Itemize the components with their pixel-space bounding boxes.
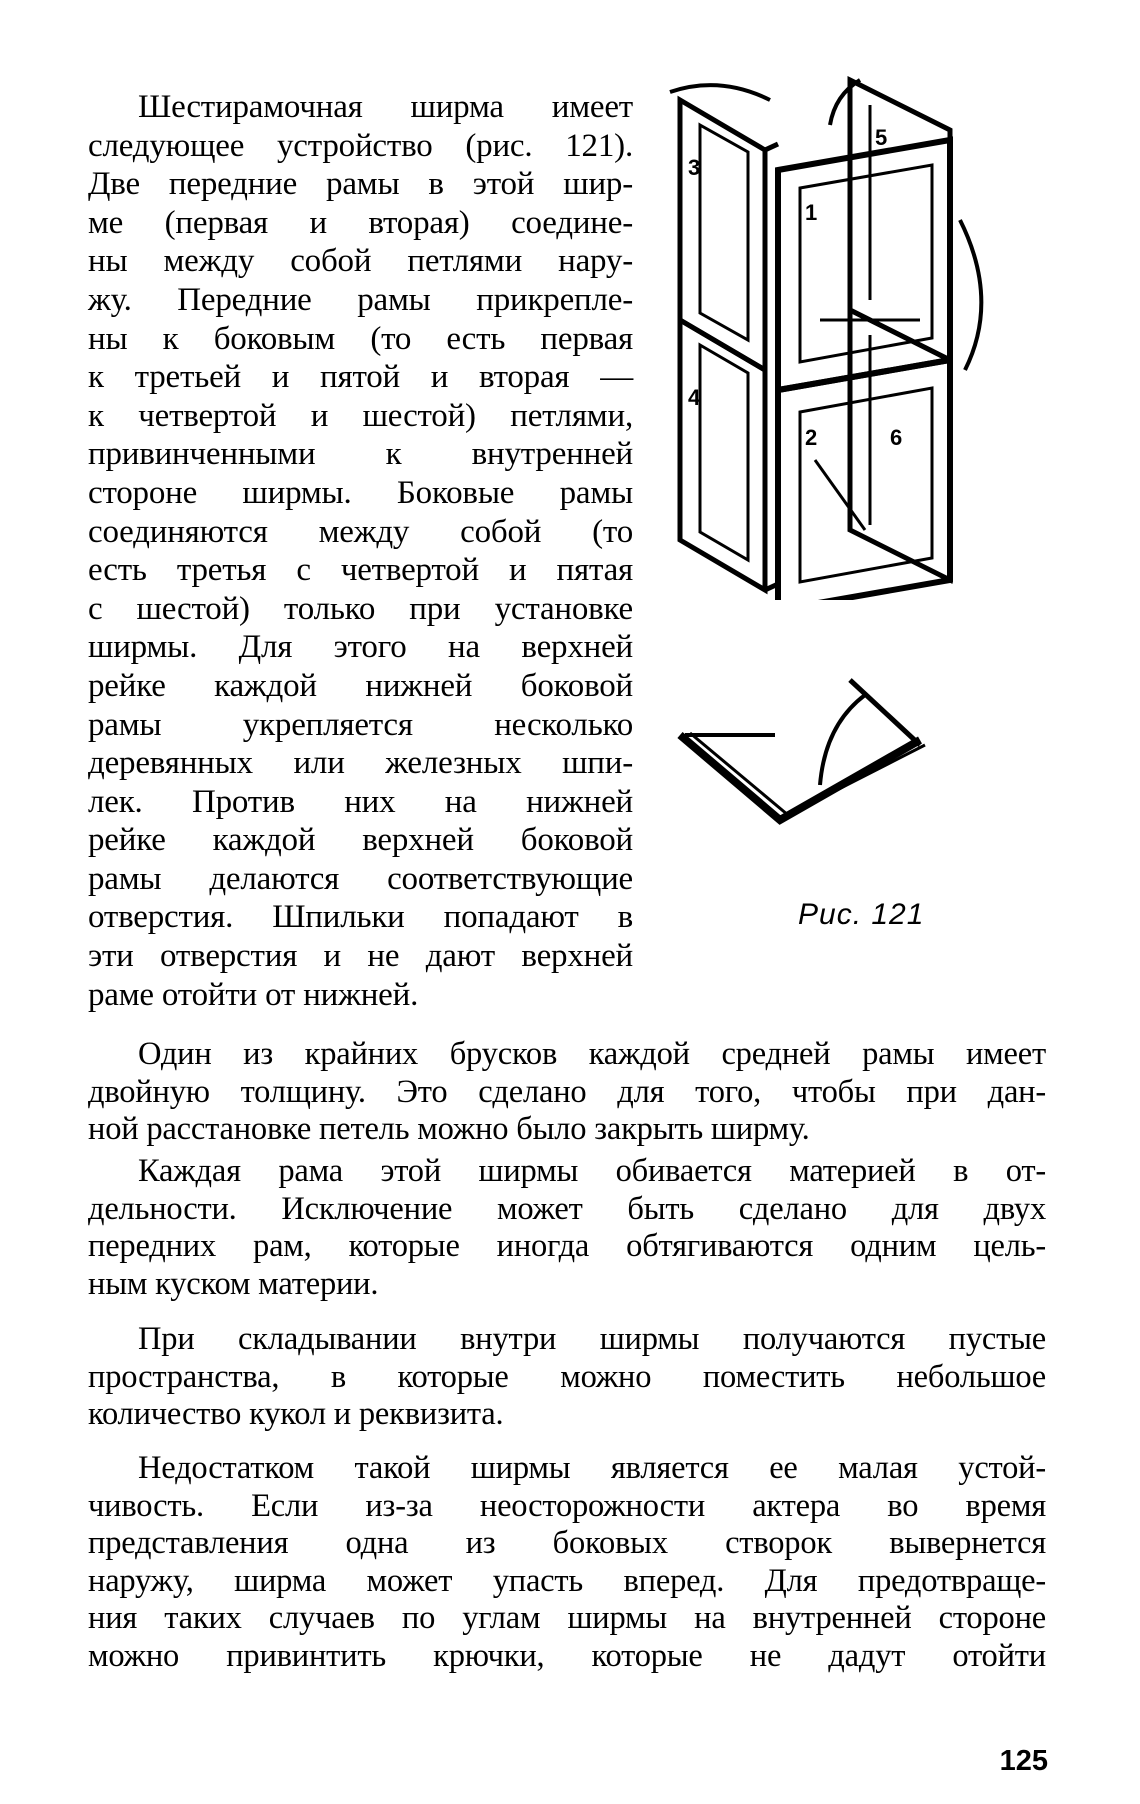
text-line: Шестирамочная ширма имеет	[138, 89, 633, 125]
text-line: ны между собой петлями нару-	[88, 243, 633, 280]
paragraph	[88, 1036, 1046, 1149]
text-line: двойную толщину. Это сделано для того, чтобы при дан-	[88, 1073, 1046, 1110]
frame-4-outer	[680, 320, 765, 590]
text-line: ширмы. Для этого на верхней	[88, 629, 633, 666]
frame-3-inner	[700, 125, 748, 340]
frame-number: 6	[890, 425, 903, 450]
frame-number: 4	[688, 385, 701, 410]
text-line: есть третья с четвертой и пятая	[88, 552, 633, 589]
text-line: Недостатком такой ширмы является ее малая устой-	[138, 1450, 1046, 1486]
rotation-arrow-mid	[830, 80, 860, 125]
text-line: рамы делаются соответствующие	[88, 860, 633, 897]
text-line: Две передние рамы в этой шир-	[88, 166, 633, 203]
text-line: рейке каждой верхней боковой	[88, 822, 633, 859]
intro-paragraph	[88, 88, 633, 1014]
text-line: следующее устройство (рис. 121).	[88, 127, 633, 164]
text-line: чивость. Если из-за неосторожности актера во время	[88, 1487, 1046, 1524]
text-line: количество кукол и реквизита.	[88, 1396, 504, 1432]
text-line: с шестой) только при установке	[88, 590, 633, 627]
text-line: к третьей и пятой и вторая —	[88, 359, 633, 396]
paragraph	[88, 1321, 1046, 1434]
text-line: ны к боковым (то есть первая	[88, 320, 633, 357]
text-line: деревянных или железных шпи-	[88, 745, 633, 782]
rotation-arrow-top	[670, 85, 770, 100]
text-line: Каждая рама этой ширмы обивается материей в от-	[138, 1153, 1046, 1189]
text-line: к четвертой и шестой) петлями,	[88, 397, 633, 434]
screen-diagram-folding	[670, 675, 1000, 850]
text-line: ной расстановке петель можно было закрыть ширму.	[88, 1111, 810, 1147]
text-line: рамы укрепляется несколько	[88, 706, 633, 743]
frame-4-inner	[700, 345, 748, 560]
text-line: Один из крайних брусков каждой средней рамы имеет	[138, 1036, 1046, 1072]
text-line: ным куском материи.	[88, 1265, 379, 1302]
text-line: соединяются между собой (то	[88, 513, 633, 550]
text-line: отверстия. Шпильки попадают в	[88, 899, 633, 936]
text-line: можно привинтить крючки, которые не дадут отойти	[88, 1637, 1046, 1674]
frame-2-outer	[778, 360, 950, 600]
text-line: передних рам, которые иногда обтягиваются одним цель-	[88, 1228, 1046, 1264]
text-line: дельности. Исключение может быть сделано для двух	[88, 1190, 1046, 1227]
screen-diagram-open	[660, 70, 1000, 600]
frame-2-inner	[800, 388, 932, 582]
frame-number: 3	[688, 155, 701, 180]
text-line: жу. Передние рамы прикрепле-	[88, 281, 633, 318]
text-line: раме отойти от нижней.	[88, 976, 419, 1013]
text-line: рейке каждой нижней боковой	[88, 667, 633, 704]
text-line: представления одна из боковых створок вывернется	[88, 1525, 1046, 1561]
frame-number: 2	[805, 425, 818, 450]
text-line: ния таких случаев по углам ширмы на внутренней стороне	[88, 1600, 1046, 1636]
paragraph	[88, 1153, 1046, 1303]
text-line: пространства, в которые можно поместить небольшое	[88, 1358, 1046, 1395]
frame-number: 1	[805, 200, 818, 225]
text-line: эти отверстия и не дают верхней	[88, 938, 633, 975]
text-line: ме (первая и вторая) соедине-	[88, 204, 633, 241]
paragraph	[88, 1450, 1046, 1675]
frame-1-inner	[800, 165, 932, 362]
text-line: лек. Против них на нижней	[88, 783, 633, 820]
frame-number: 5	[875, 125, 888, 150]
text-line: наружу, ширма может упасть вперед. Для предотвраще-	[88, 1562, 1046, 1599]
rotation-arrow-right	[960, 220, 981, 370]
text-line: стороне ширмы. Боковые рамы	[88, 474, 633, 511]
figure-caption: Рис. 121	[798, 898, 925, 931]
text-line: При складывании внутри ширмы получаются пустые	[138, 1321, 1046, 1357]
text-line: привинченными к внутренней	[88, 436, 633, 473]
page-number: 125	[999, 1745, 1048, 1777]
